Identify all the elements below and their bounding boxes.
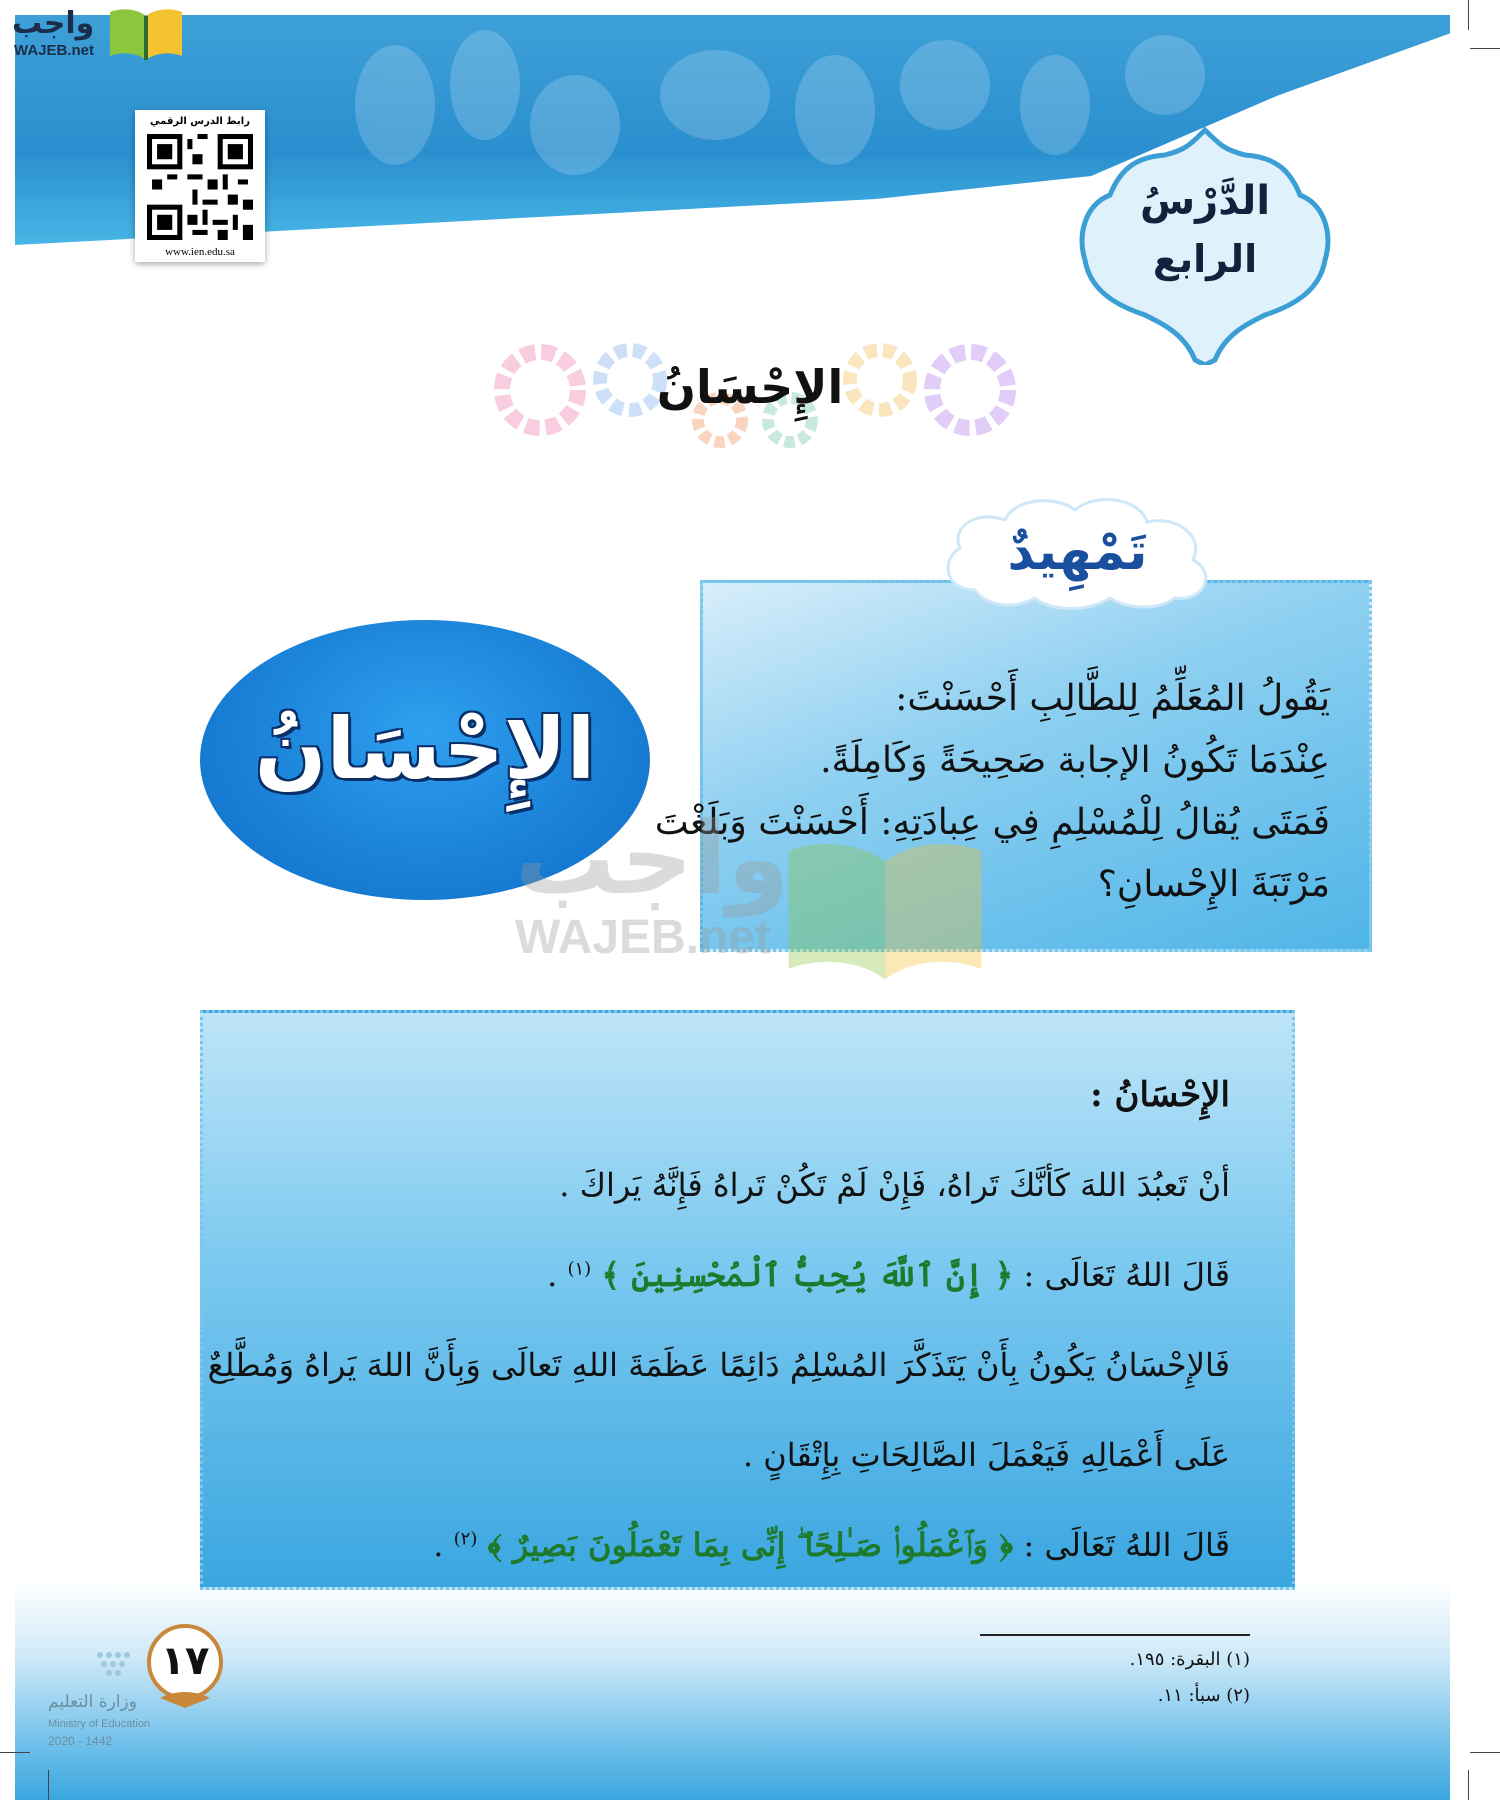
quran-verse: ﴿ إِنَّ ٱللَّهَ يُحِبُّ ٱلْمُحْسِنِينَ ﴾	[601, 1256, 1014, 1294]
footnote: (٢) سبأ: ١١.	[1157, 1685, 1250, 1706]
intro-line: يَقُولُ المُعَلِّمُ لِلطَّالِبِ أَحْسَنْتَ:	[895, 678, 1330, 719]
intro-line: عِنْدَمَا تَكُونُ الإجابة صَحِيحَةً وَكَامِلَةً.	[820, 740, 1330, 781]
lesson-number: الرابع	[1152, 237, 1258, 281]
verse-line-2: قَالَ اللهُ تَعَالَى : ﴿ وَٱعْمَلُوا۟ صَـٰلِحًا ۖ إِنِّى بِمَا تَعْمَلُونَ بَصِيرٌ ﴾ $^{(٢)}$ .	[433, 1526, 1230, 1564]
watermark-text-ar: واجب	[515, 800, 790, 917]
qr-url[interactable]: www.ien.edu.sa	[165, 246, 235, 258]
verse-line-1: قَالَ اللهُ تَعَالَى : ﴿ إِنَّ ٱللَّهَ يُحِبُّ ٱلْمُحْسِنِينَ ﴾ $^{(١)}$ .	[547, 1256, 1230, 1294]
intro-heading: تَمْهِيدٌ	[1007, 522, 1148, 582]
intro-line: فَمَتَى يُقالُ لِلْمُسْلِمِ فِي عِبادَتِهِ: أَحْسَنْتَ وَبَلَغْتَ	[654, 802, 1330, 843]
definition-text	[207, 1050, 1230, 1590]
logo-text-ar: واجب	[12, 6, 95, 41]
footnote: (١) البقرة: ١٩٥.	[1129, 1649, 1250, 1670]
verse-reference: (٢)	[453, 1528, 478, 1550]
ministry-name-ar: وزارة التعليم	[48, 1692, 137, 1712]
book-icon	[108, 6, 184, 62]
qr-card[interactable]	[135, 110, 265, 262]
lesson-label: الدَّرْسُ	[1139, 178, 1271, 224]
verse-reference: (١)	[567, 1258, 592, 1280]
explanation-line: فَالإِحْسَانُ يَكُونُ بِأَنْ يَتَذَكَّرَ المُسْلِمُ دَائِمًا عَظَمَةَ اللهِ تَعالَى وَبِأَنَّ اللهَ يَراهُ وَمُطَّلِعٌ	[207, 1346, 1230, 1384]
logo-text-en: WAJEB.net	[14, 42, 95, 59]
qr-title: رابط الدرس الرقمي	[150, 116, 250, 127]
verse-intro: قَالَ اللهُ تَعَالَى :	[1023, 1526, 1230, 1564]
ministry-year: 2020 - 1442	[48, 1734, 113, 1748]
qr-code-icon[interactable]	[147, 134, 253, 240]
footnotes	[950, 1642, 1250, 1714]
explanation-line: عَلَى أَعْمَالِهِ فَيَعْمَلَ الصَّالِحَاتِ بِإِتْقَانٍ .	[742, 1436, 1230, 1474]
footnote-divider	[980, 1634, 1250, 1636]
ministry-name-en: Ministry of Education	[48, 1718, 151, 1730]
verse-intro: قَالَ اللهُ تَعَالَى :	[1023, 1256, 1230, 1294]
definition-heading: الإِحْسَانُ :	[1090, 1075, 1230, 1115]
watermark-book-icon	[775, 835, 995, 985]
intro-line: مَرْتَبَةَ الإِحْسانِ؟	[1097, 864, 1330, 905]
oval-title: الإِحْسَانُ	[254, 700, 596, 798]
watermark-text-en: WAJEB.net	[515, 911, 772, 964]
ministry-dots-icon	[95, 1650, 135, 1680]
page-number: ١٧	[160, 1638, 210, 1684]
quran-verse: ﴿ وَٱعْمَلُوا۟ صَـٰلِحًا ۖ إِنِّى بِمَا تَعْمَلُونَ بَصِيرٌ ﴾	[487, 1526, 1014, 1564]
definition-line: أنْ تَعبُدَ اللهَ كَأنَّكَ تَراهُ، فَإِنْ لَمْ تَكُنْ تَراهُ فَإِنَّهُ يَراكَ .	[559, 1166, 1230, 1204]
lesson-title: الإِحْسَانُ	[656, 360, 844, 414]
